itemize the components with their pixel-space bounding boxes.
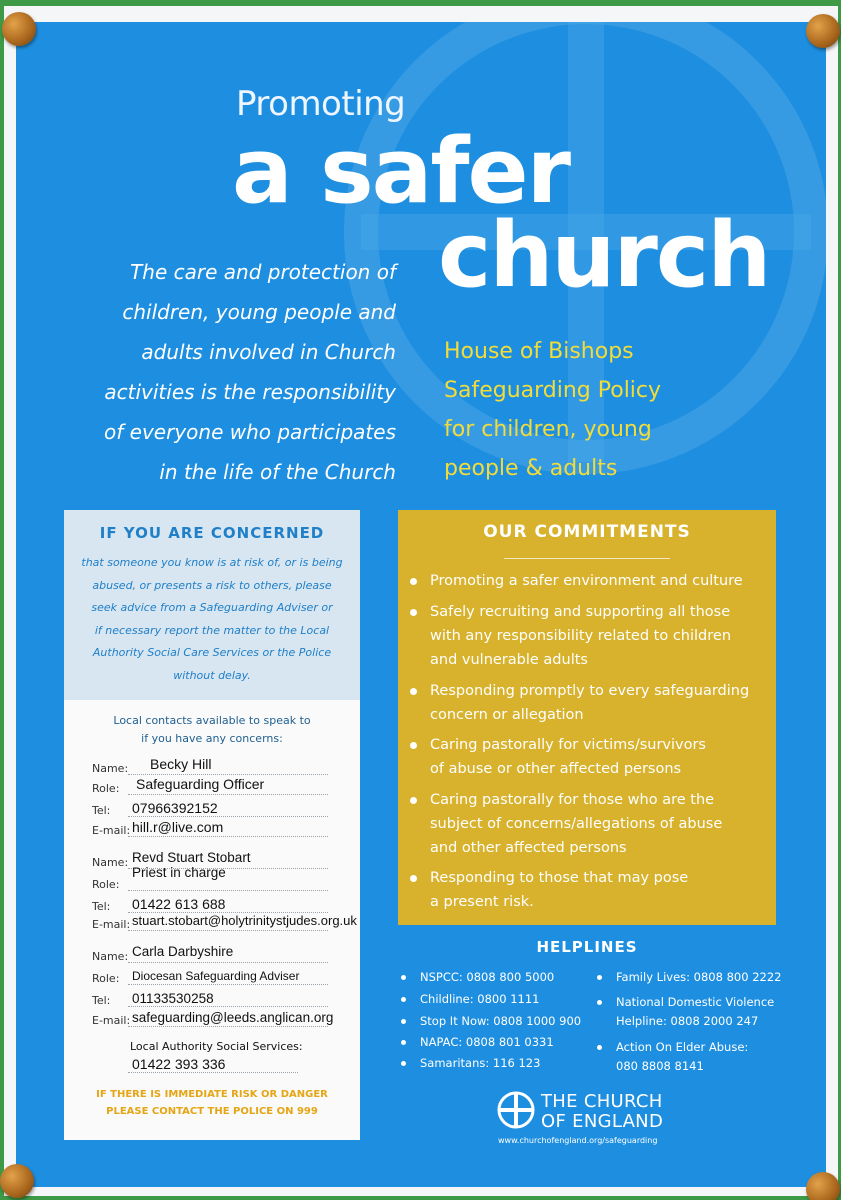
commitments-heading: OUR COMMITMENTS <box>483 522 691 542</box>
concern-text <box>78 552 346 687</box>
contact-3-tel-row <box>64 990 360 1010</box>
fill-line <box>128 816 328 817</box>
contacts-intro-line: Local contacts available to speak to <box>113 714 311 727</box>
contact-3-role-row <box>64 968 360 988</box>
bullet-icon <box>597 975 602 980</box>
commitment-line: Responding promptly to every safeguarding <box>430 683 750 699</box>
contact-3-role: Diocesan Safeguarding Adviser <box>132 969 300 983</box>
helpline-text: Childline: 0800 1111 <box>420 992 540 1006</box>
contact-2-role: Priest in charge <box>132 865 226 880</box>
email-label: E-mail: <box>92 1014 131 1027</box>
commitment-text <box>430 788 770 860</box>
contact-2-name: Revd Stuart Stobart <box>132 850 251 865</box>
bullet-icon <box>597 1045 602 1050</box>
helpline-text: NSPCC: 0808 800 5000 <box>420 970 555 984</box>
bullet-icon <box>410 742 417 749</box>
commitment-text <box>430 600 770 672</box>
bullet-icon <box>410 578 417 585</box>
danger-warning <box>64 1086 360 1120</box>
commitment-line: and vulnerable adults <box>430 652 588 668</box>
fill-line <box>128 890 328 891</box>
local-contacts-panel <box>64 700 360 1140</box>
fill-line <box>128 1006 328 1007</box>
contacts-intro <box>64 712 360 748</box>
contact-2-email: stuart.stobart@holytrinitystjudes.org.uk <box>132 913 357 928</box>
concern-line: abused, or presents a risk to others, please <box>92 578 332 592</box>
contact-3-email-row <box>64 1010 360 1030</box>
brass-pin-top-right <box>806 14 840 48</box>
contact-3-email: safeguarding@leeds.anglican.org <box>132 1010 334 1025</box>
contact-2-email-row <box>64 914 360 934</box>
commitment-line: with any responsibility related to children <box>430 628 732 644</box>
contact-1-email-row <box>64 820 360 840</box>
contact-1-tel: 07966392152 <box>132 800 218 816</box>
contact-3-name: Carla Darbyshire <box>132 944 234 959</box>
role-label: Role: <box>92 972 120 985</box>
danger-line: PLEASE CONTACT THE POLICE ON 999 <box>106 1106 318 1117</box>
concern-line: Authority Social Care Services or the Police <box>92 646 332 659</box>
helpline-text: Family Lives: 0808 800 2222 <box>616 970 782 984</box>
org-line: OF ENGLAND <box>541 1111 664 1132</box>
helpline-item <box>420 968 554 987</box>
helpline-text: Samaritans: 116 123 <box>420 1056 541 1070</box>
commitment-line: and other affected persons <box>430 840 627 856</box>
bullet-icon <box>401 997 406 1002</box>
helpline-text: National Domestic Violence <box>616 995 775 1009</box>
name-label: Name: <box>92 762 129 775</box>
bullet-icon <box>401 1061 406 1066</box>
helplines-heading: HELPLINES <box>536 938 638 956</box>
contact-1-role: Safeguarding Officer <box>136 776 265 792</box>
contact-3-tel: 01133530258 <box>132 991 214 1006</box>
helpline-item <box>420 990 539 1009</box>
helpline-item <box>420 1033 554 1052</box>
contact-1-name-row <box>64 758 360 778</box>
our-commitments-panel <box>398 510 776 925</box>
commitment-text <box>430 569 770 593</box>
helpline-text: 080 8808 8141 <box>616 1059 704 1073</box>
title-a-safer: a safer <box>232 119 569 224</box>
contact-2-role-row <box>64 865 360 894</box>
fill-line <box>128 794 328 795</box>
fill-line <box>128 1026 328 1027</box>
policy-subtitle <box>444 332 764 488</box>
title-church: church <box>438 203 770 308</box>
policy-line: for children, young <box>444 417 652 442</box>
bullet-icon <box>401 975 406 980</box>
helpline-text: Helpline: 0808 2000 247 <box>616 1014 759 1028</box>
commitment-line: a present risk. <box>430 894 534 910</box>
org-line: THE CHURCH <box>541 1091 663 1112</box>
name-label: Name: <box>92 950 129 963</box>
commitment-line: of abuse or other affected persons <box>430 761 682 777</box>
bullet-icon <box>410 688 417 695</box>
helpline-text: NAPAC: 0808 801 0331 <box>420 1035 554 1049</box>
commitment-line: subject of concerns/allegations of abuse <box>430 816 723 832</box>
contact-1-role-row <box>64 778 360 798</box>
contact-1-name: Becky Hill <box>150 756 212 772</box>
commitment-line: Responding to those that may pose <box>430 870 689 886</box>
fill-line <box>128 962 328 963</box>
fill-line <box>128 774 328 775</box>
email-label: E-mail: <box>92 824 131 837</box>
commitment-text <box>430 679 770 727</box>
church-of-england-logo-icon <box>496 1090 536 1130</box>
commitment-line: Promoting a safer environment and culture <box>430 573 743 589</box>
bullet-icon <box>597 1000 602 1005</box>
helpline-item <box>616 1038 748 1076</box>
bullet-icon <box>401 1019 406 1024</box>
tel-label: Tel: <box>92 994 111 1007</box>
commitment-text <box>430 866 770 914</box>
role-label: Role: <box>92 782 120 795</box>
tel-label: Tel: <box>92 900 111 913</box>
concern-line: seek advice from a Safeguarding Adviser or <box>91 601 333 614</box>
concern-line: without delay. <box>173 668 251 682</box>
tel-label: Tel: <box>92 804 111 817</box>
intro-line: in the life of the Church <box>159 460 396 484</box>
bullet-icon <box>410 609 417 616</box>
contact-3-name-row <box>64 946 360 966</box>
policy-line: Safeguarding Policy <box>444 378 662 403</box>
fill-line <box>128 930 328 931</box>
intro-line: activities is the responsibility <box>104 380 396 404</box>
if-you-are-concerned-panel <box>64 510 360 700</box>
commitment-text <box>430 733 770 781</box>
commitment-line: Safely recruiting and supporting all those <box>430 604 731 620</box>
church-of-england-wordmark <box>541 1092 663 1132</box>
bullet-icon <box>410 797 417 804</box>
email-label: E-mail: <box>92 918 131 931</box>
concern-heading: IF YOU ARE CONCERNED <box>99 524 325 542</box>
contact-1-email: hill.r@live.com <box>132 819 224 835</box>
policy-line: people & adults <box>444 456 618 481</box>
las-title: Local Authority Social Services: <box>130 1040 303 1053</box>
intro-line: The care and protection of <box>130 260 396 284</box>
intro-statement <box>40 252 396 492</box>
helpline-item <box>616 968 781 987</box>
fill-line <box>128 984 328 985</box>
contact-1-tel-row <box>64 800 360 820</box>
commitment-line: concern or allegation <box>430 707 584 723</box>
brass-pin-bottom-right <box>806 1172 840 1200</box>
las-tel-row <box>64 1054 360 1074</box>
brass-pin-bottom-left <box>0 1164 34 1198</box>
concern-line: if necessary report the matter to the Local <box>94 623 330 637</box>
helpline-text: Stop It Now: 0808 1000 900 <box>420 1014 582 1028</box>
danger-line: IF THERE IS IMMEDIATE RISK OR DANGER <box>96 1089 328 1100</box>
helpline-item <box>420 1012 581 1031</box>
safeguarding-url: www.churchofengland.org/safeguarding <box>498 1136 658 1145</box>
las-tel: 01422 393 336 <box>132 1056 226 1072</box>
helpline-item <box>420 1054 540 1073</box>
name-label: Name: <box>92 856 129 869</box>
bullet-icon <box>410 875 417 882</box>
policy-line: House of Bishops <box>444 339 634 364</box>
commitments-divider <box>504 558 670 559</box>
commitment-line: Caring pastorally for those who are the <box>430 792 715 808</box>
brass-pin-top-left <box>2 12 36 46</box>
concern-line: that someone you know is at risk of, or is being <box>81 556 343 569</box>
contacts-intro-line: if you have any concerns: <box>141 732 283 745</box>
helpline-item <box>616 993 774 1031</box>
role-label: Role: <box>92 878 120 891</box>
title-promoting: Promoting <box>236 84 406 124</box>
fill-line <box>128 1072 298 1073</box>
contact-2-tel: 01422 613 688 <box>132 896 226 912</box>
intro-line: children, young people and <box>122 300 396 324</box>
intro-line: adults involved in Church <box>141 340 396 364</box>
bullet-icon <box>401 1040 406 1045</box>
intro-line: of everyone who participates <box>104 420 396 444</box>
fill-line <box>128 836 328 837</box>
helpline-text: Action On Elder Abuse: <box>616 1040 749 1054</box>
commitment-line: Caring pastorally for victims/survivors <box>430 737 706 753</box>
